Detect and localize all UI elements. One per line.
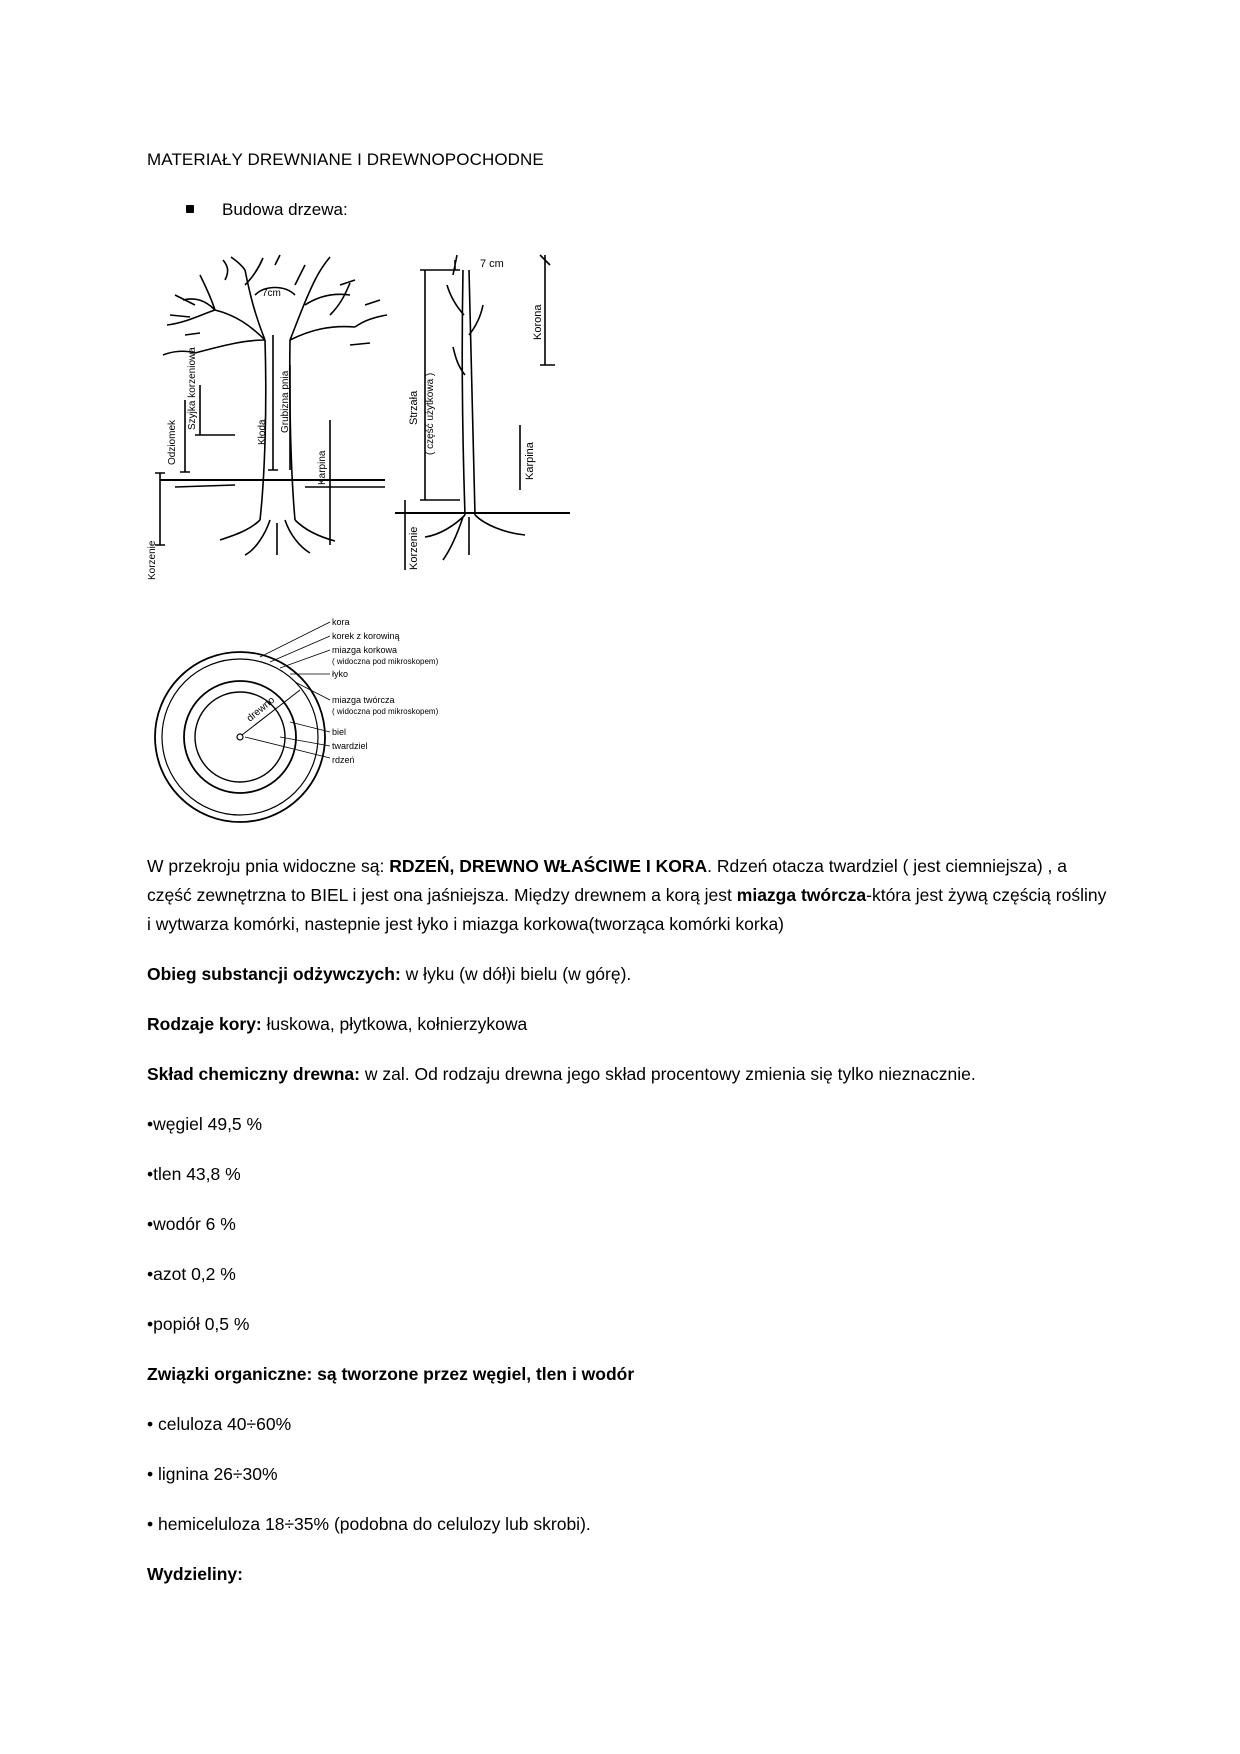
bullet-heading [186,200,348,220]
label-strzala: Strzała [408,390,420,425]
element-item: •tlen 43,8 % [147,1164,241,1184]
rings [155,652,325,822]
obieg-line [147,964,631,985]
rodzaje-label: Rodzaje kory: [147,1014,262,1034]
label-stem-korzenie: Korzenie [408,526,420,570]
organic-item: • celuloza 40÷60% [147,1414,292,1434]
label-korzenie: Korzenie [147,540,158,580]
element-item: •azot 0,2 % [147,1264,236,1284]
label-lyko: łyko [332,669,349,679]
label-kora: kora [332,617,350,627]
label-widoczna-2: ( widoczna pod mikroskopem) [332,707,439,716]
stem-diagram [385,255,575,585]
label-szyjka: Szyjka korzeniowa [187,347,198,430]
zwiazki-heading: Związki organiczne: są tworzone przez węgiel, tlen i wodór [147,1364,635,1384]
para1-text-2: . Rdzeń otacza twardziel ( jest ciemniejsza) , a część zewnętrzna to BIEL i jest ona jaśniejsza. Między drewnem a korą jest [147,856,1067,905]
para1-bold-2: miazga twórcza [736,885,867,905]
paragraph-cross-section [147,852,1107,939]
leader-lines [245,622,330,758]
organic-item: • lignina 26÷30% [147,1464,278,1484]
label-korek: korek z korowiną [332,631,400,641]
label-miazga-tworcza: miazga twórcza [332,695,395,705]
element-item: •wodór 6 % [147,1214,236,1234]
para1-bold-1: RDZEŃ, DREWNO WŁAŚCIWE I KORA [389,856,708,876]
label-kloda: Kłoda [257,419,268,445]
page-title: MATERIAŁY DREWNIANE I DREWNOPOCHODNE [147,150,544,169]
label-7cm: 7cm [262,288,281,299]
bullet-heading-text: Budowa drzewa: [222,200,348,219]
label-miazga-korkowa: miazga korkowa [332,645,398,655]
para1-text-1: W przekroju pnia widoczne są: [147,856,390,876]
label-grubizna: Grubizna pnia [280,370,291,433]
label-rdzen: rdzeń [332,755,355,765]
label-drewno: drewno [244,694,278,725]
organic-item: • hemiceluloza 18÷35% (podobna do celulozy lub skrobi). [147,1514,591,1534]
label-karpina: Karpina [317,450,328,485]
label-odziomek: Odziomek [167,419,178,465]
label-stem-7cm: 7 cm [480,258,504,270]
bullet-icon [186,205,194,213]
para1-text-3: -która jest żywą częścią rośliny i wytwarza komórki, nastepnie jest łyko i miazga korkowa(tworząca komórki korka) [147,885,1107,934]
sklad-label: Skład chemiczny drewna: [147,1064,360,1084]
cross-section-diagram [150,612,480,822]
rodzaje-text: łuskowa, płytkowa, kołnierzykowa [261,1014,528,1034]
stem-drawing [395,255,570,570]
sklad-line [147,1064,976,1085]
element-item: •popiół 0,5 % [147,1314,250,1334]
obieg-label: Obieg substancji odżywczych: [147,964,401,984]
label-biel: biel [332,727,347,737]
label-stem-karpina: Karpina [524,442,536,480]
label-widoczna-1: ( widoczna pod mikroskopem) [332,657,439,666]
sklad-text: w zal. Od rodzaju drewna jego skład procentowy zmienia się tylko nieznacznie. [360,1064,976,1084]
obieg-text: w łyku (w dół)i bielu (w górę). [400,964,632,984]
wydzieliny-heading: Wydzieliny: [147,1564,243,1584]
tree-diagram [147,255,395,590]
element-item: •węgiel 49,5 % [147,1114,263,1134]
rodzaje-line [147,1014,527,1035]
label-czesc: ( część użytkowa ) [425,372,436,455]
label-twardziel: twardziel [332,741,368,751]
label-korona: Korona [532,304,544,340]
